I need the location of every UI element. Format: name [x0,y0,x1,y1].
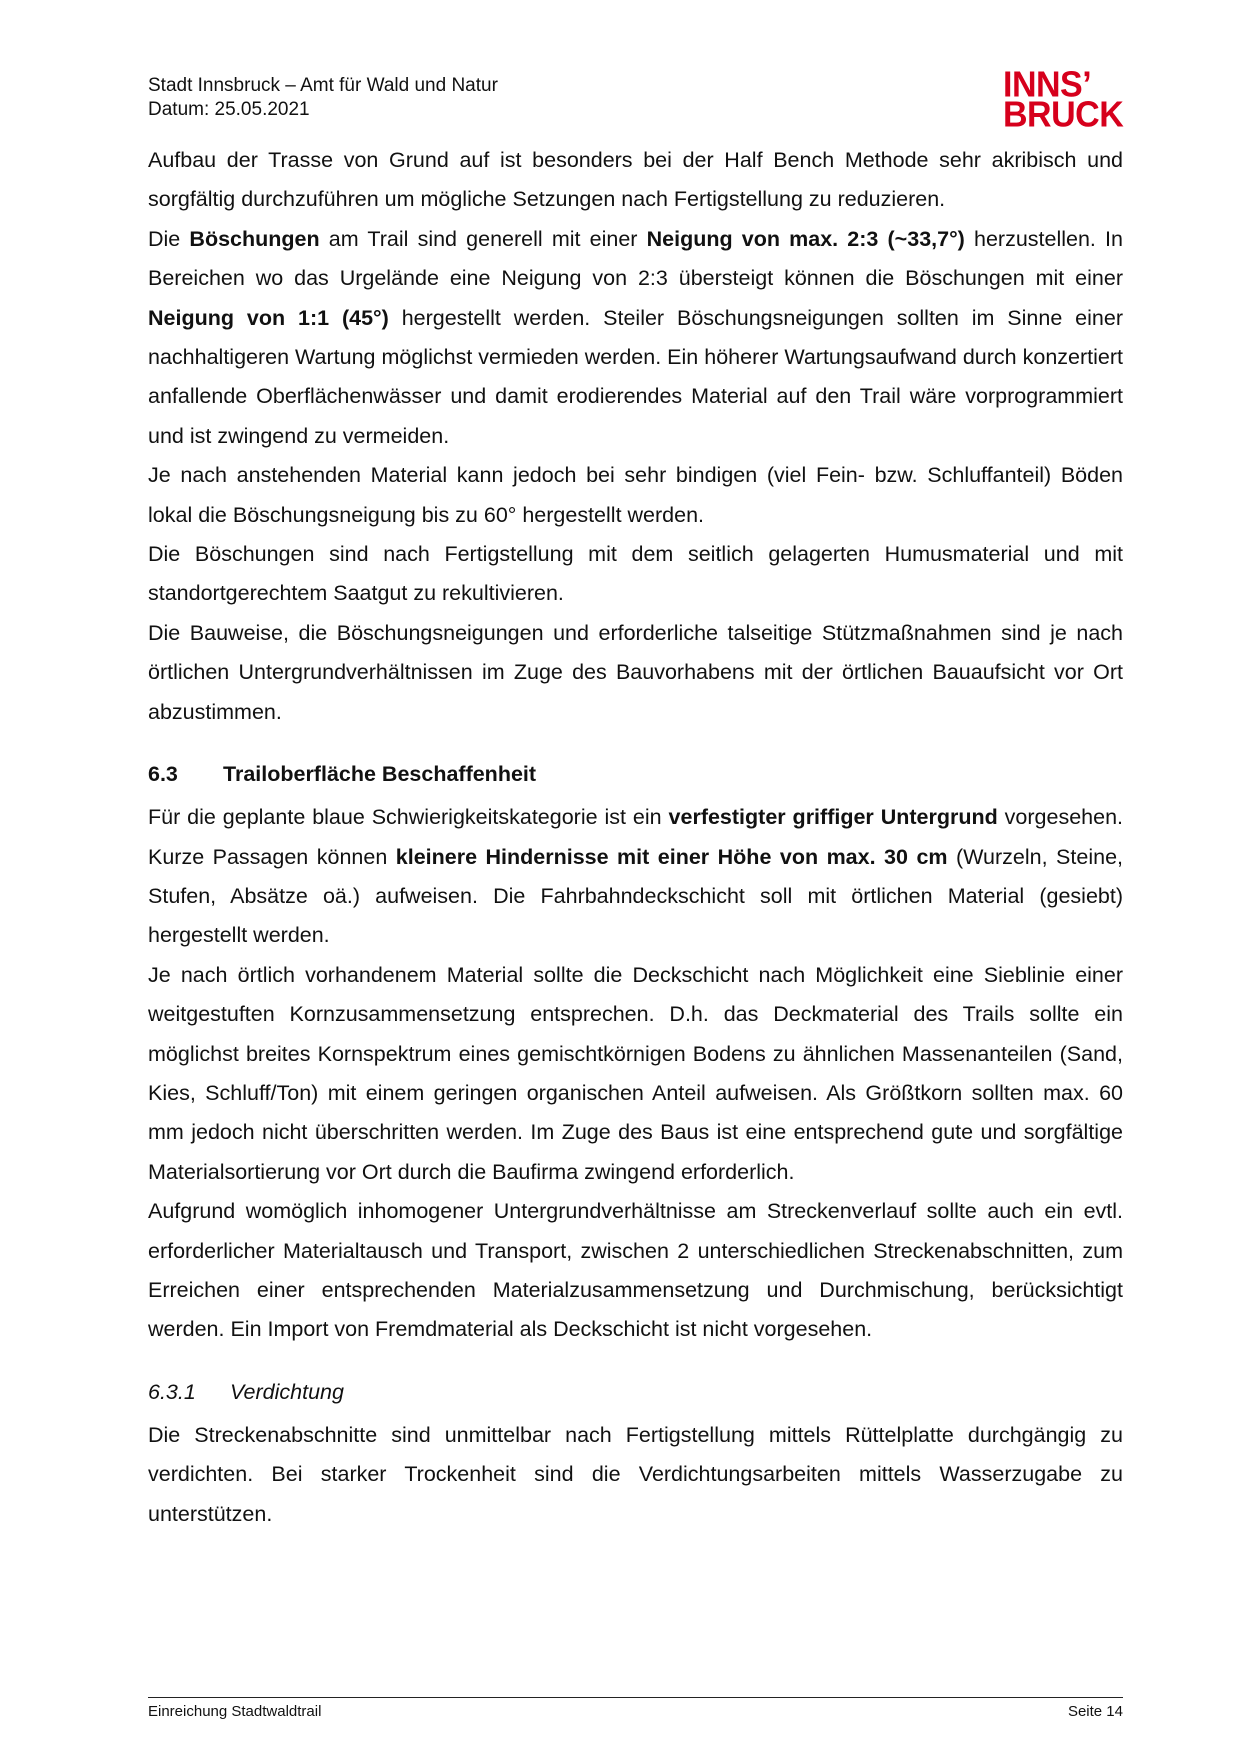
paragraph: Die Böschungen sind nach Fertigstellung mit dem seitlich gelagerten Humusmaterial und mit standortgerechtem Saatgut zu rekultivieren. [148,542,1123,606]
bold-text: kleinere Hindernisse mit einer Höhe von max. 30 cm [395,844,948,869]
bold-text: verfestigter griffiger Untergrund [668,805,998,830]
bold-text: Böschungen [189,226,320,251]
header-date: Datum: 25.05.2021 [148,99,310,120]
paragraph: Aufbau der Trasse von Grund auf ist besonders bei der Half Bench Methode sehr akribisch und sorgfältig durchzuführen um mögliche Setzungen nach Fertigstellung zu reduzieren. [148,148,1123,212]
text-run: Für die geplante blaue Schwierigkeitskategorie ist ein [148,805,669,830]
footer-document-title: Einreichung Stadtwaldtrail [148,1703,322,1720]
subsection-number: 6.3.1 [148,1379,196,1404]
paragraph: Aufgrund womöglich inhomogener Untergrundverhältnisse am Streckenverlauf sollte auch ein evtl. erforderlicher Materialtausch und Transport, zwischen 2 unterschiedlichen Streckenabschnitten, zum Erreichen einer entsprechenden Materialzusammensetzung und Durchmischung, berücksichtigt werden. Ein Import von Fremdmaterial als Deckschicht ist nicht vorgesehen. [148,1199,1123,1342]
paragraph [148,220,1123,456]
text-run: Die [148,226,190,251]
section-number: 6.3 [148,762,178,787]
bold-text: Neigung von 1:1 (45°) [148,305,389,330]
footer-divider [148,1697,1123,1698]
subsection-title: Verdichtung [230,1379,344,1404]
header-organization: Stadt Innsbruck – Amt für Wald und Natur [148,75,498,96]
paragraph: Je nach örtlich vorhandenem Material sollte die Deckschicht nach Möglichkeit eine Sieblinie einer weitgestuften Kornzusammensetzung entsprechen. D.h. das Deckmaterial des Trails sollte ein möglichst breites Kornspektrum eines gemischtkörnigen Bodens zu ähnlichen Massenanteilen (Sand, Kies, Schluff/Ton) mit einem geringen organischen Anteil aufweisen. Als Größtkorn sollten max. 60 mm jedoch nicht überschritten werden. Im Zuge des Baus ist eine entsprechend gute und sorgfältige Materialsortierung vor Ort durch die Baufirma zwingend erforderlich. [148,962,1123,1184]
text-run: hergestellt werden. Steiler Böschungsneigungen sollten im Sinne einer nachhaltigeren Wartung möglichst vermieden werden. Ein höherer Wartungsaufwand durch konzertiert anfallende Oberflächenwässer und damit erodierendes Material auf den Trail wäre vorprogrammiert und ist zwingend zu vermeiden. [148,305,1123,448]
innsbruck-logo [1003,65,1124,135]
subsection-heading-6-3-1 [148,1372,1123,1412]
section-title: Trailoberfläche Beschaffenheit [223,762,537,787]
text-run: vorgesehen. Kurze Passagen können [148,805,1124,869]
text-run: am Trail sind generell mit einer [319,226,647,251]
document-header [148,74,498,122]
paragraph [148,798,1123,956]
text-run: (Wurzeln, Steine, Stufen, Absätze oä.) aufweisen. Die Fahrbahndeckschicht soll mit örtlichen Material (gesiebt) hergestellt werden. [148,844,1123,948]
paragraph: Je nach anstehenden Material kann jedoch bei sehr bindigen (viel Fein- bzw. Schluffanteil) Böden lokal die Böschungsneigung bis zu 60° hergestellt werden. [148,463,1123,527]
section-heading-6-3 [148,754,1123,794]
bold-text: Neigung von max. 2:3 (~33,7°) [646,226,965,251]
logo-line-2: BRUCK [1003,95,1124,135]
paragraph: Die Bauweise, die Böschungsneigungen und erforderliche talseitige Stützmaßnahmen sind je nach örtlichen Untergrundverhältnissen im Zuge des Bauvorhabens mit der örtlichen Bauaufsicht vor Ort abzustimmen. [148,620,1123,724]
text-run: herzustellen. In Bereichen wo das Urgelände eine Neigung von 2:3 übersteigt können die Böschungen mit einer [148,226,1123,291]
footer-page-number: Seite 14 [1067,1703,1123,1720]
paragraph: Die Streckenabschnitte sind unmittelbar nach Fertigstellung mittels Rüttelplatte durchgängig zu verdichten. Bei starker Trockenheit sind die Verdichtungsarbeiten mittels Wasserzugabe zu unterstützen. [148,1422,1123,1526]
logo-line-1: INNS’ [1003,65,1092,105]
document-body [148,141,1123,1534]
